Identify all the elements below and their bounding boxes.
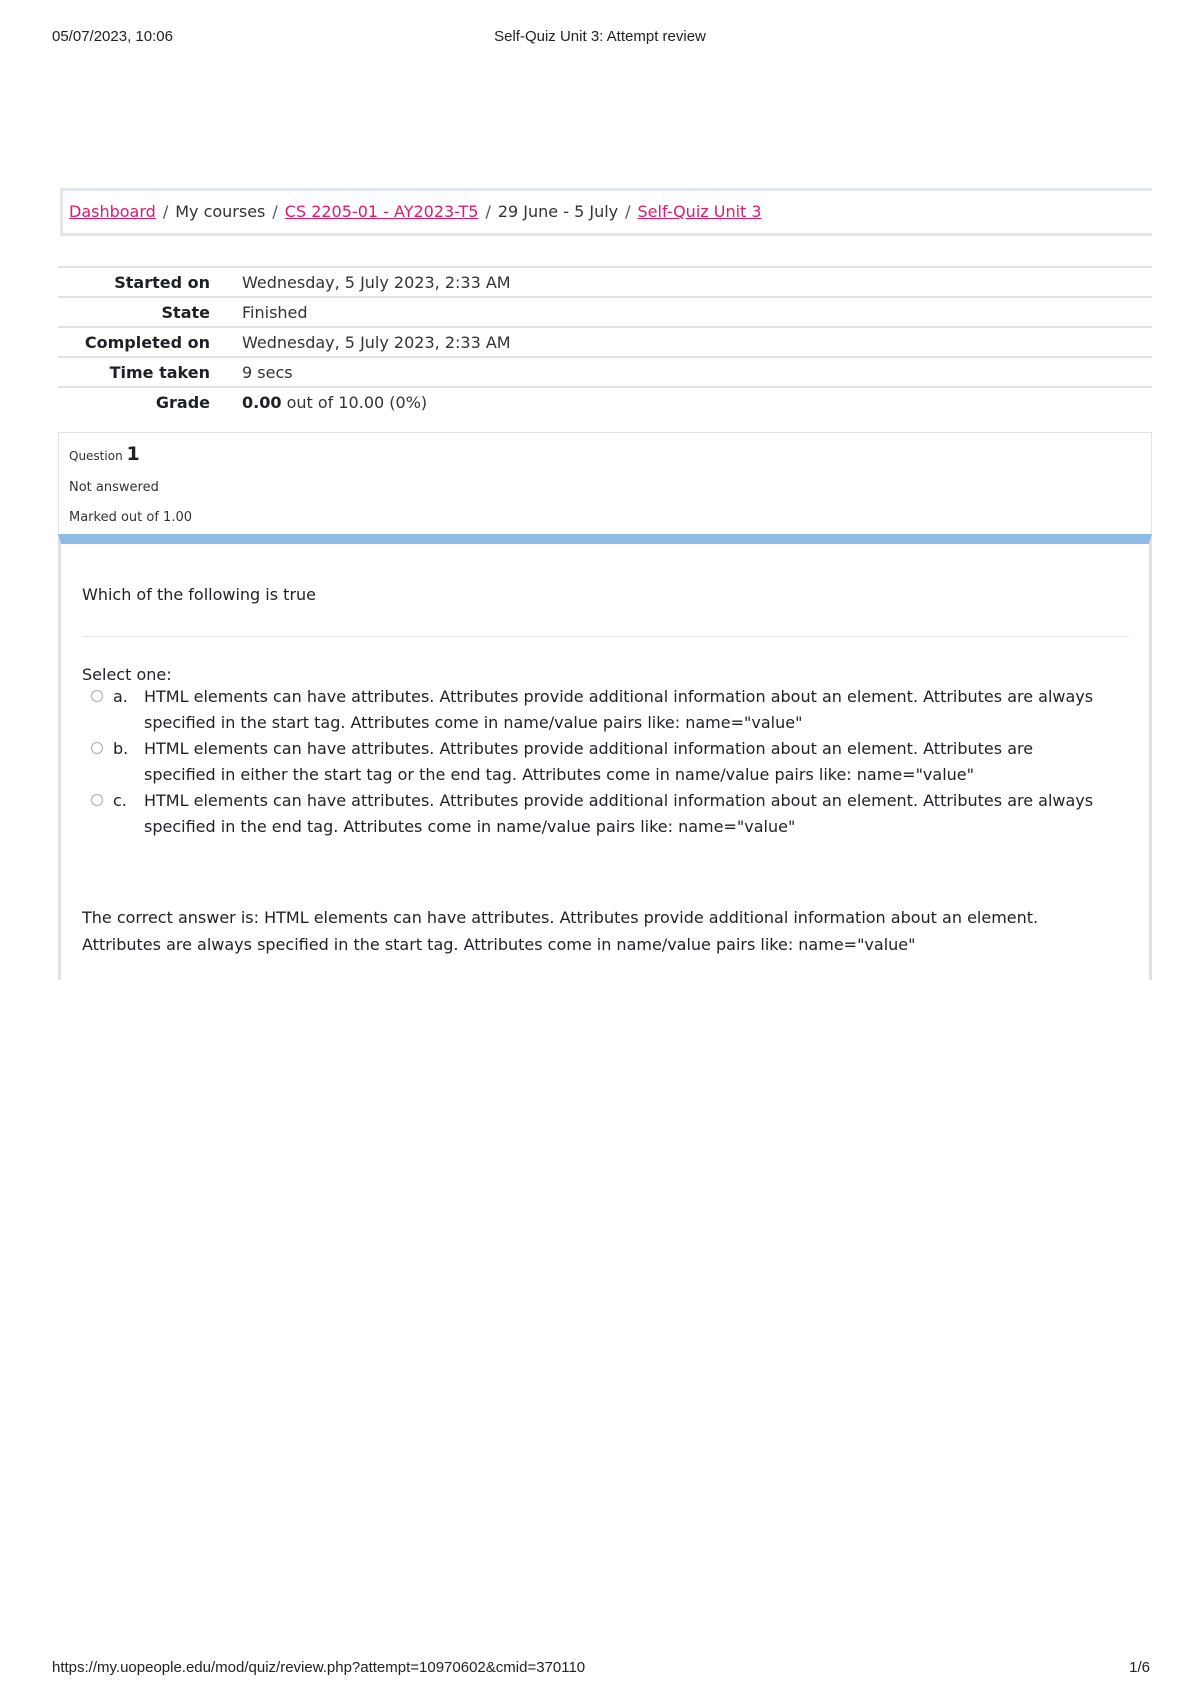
breadcrumb [60,188,1152,236]
option-letter: c. [113,791,127,810]
question-info-panel [58,432,1152,534]
option-text: HTML elements can have attributes. Attributes provide additional information about an element. Attributes are always specified in the end tag. Attributes come in name/value pairs like: name="value" [144,791,1094,836]
question-number [69,443,140,465]
breadcrumb-quiz-link[interactable]: Self-Quiz Unit 3 [637,202,762,221]
summary-row-time [58,358,1152,388]
completed-on-value: Wednesday, 5 July 2023, 2:33 AM [242,333,511,352]
grade-score: 0.00 [242,393,282,412]
summary-row-grade [58,388,1152,416]
summary-row-state [58,298,1152,328]
breadcrumb-separator: / [272,202,278,221]
option-text: HTML elements can have attributes. Attributes provide additional information about an element. Attributes are specified in either the start tag or the end tag. Attributes come in name/value pairs like: name="value" [144,739,1034,784]
question-content [58,534,1152,980]
radio-button[interactable] [91,794,103,806]
started-on-value: Wednesday, 5 July 2023, 2:33 AM [242,273,511,292]
option-letter: b. [113,739,129,758]
started-on-label: Started on [114,273,210,292]
summary-row-completed [58,328,1152,358]
question-label: Question [69,449,123,463]
question-mark: Marked out of 1.00 [69,510,193,525]
radio-button[interactable] [91,690,103,702]
grade-label: Grade [155,393,210,412]
state-value: Finished [242,303,308,322]
grade-value [242,393,427,412]
breadcrumb-dashboard-link[interactable]: Dashboard [69,202,156,221]
print-footer [52,1659,1150,1679]
state-label: State [161,303,210,322]
question-divider [82,636,1129,637]
completed-on-label: Completed on [84,333,210,352]
option-text: HTML elements can have attributes. Attributes provide additional information about an element. Attributes are always specified in the start tag. Attributes come in name/value pairs like: name="value" [144,687,1094,732]
question-state: Not answered [69,480,159,495]
time-taken-label: Time taken [109,363,210,382]
time-taken-value: 9 secs [242,363,293,382]
grade-out-of: out of 10.00 (0%) [286,393,428,412]
correct-answer-feedback: The correct answer is: HTML elements can have attributes. Attributes provide additional information about an element. Attributes are always specified in the start tag. Attributes come in name/value pairs like: name="value" [82,908,1039,954]
question-number-value: 1 [126,443,140,465]
breadcrumb-separator: / [625,202,631,221]
summary-row-started [58,268,1152,298]
question-text: Which of the following is true [82,585,316,604]
breadcrumb-week: 29 June - 5 July [497,202,619,221]
print-date: 05/07/2023, 10:06 [52,28,173,45]
breadcrumb-separator: / [485,202,491,221]
print-page-number: 1/6 [1129,1659,1150,1676]
print-url: https://my.uopeople.edu/mod/quiz/review.php?attempt=10970602&cmid=370110 [52,1659,586,1676]
select-one-prompt: Select one: [82,665,172,684]
option-letter: a. [113,687,128,706]
radio-button[interactable] [91,742,103,754]
print-page-title: Self-Quiz Unit 3: Attempt review [494,28,706,45]
breadcrumb-course-link[interactable]: CS 2205-01 - AY2023-T5 [284,202,479,221]
breadcrumb-separator: / [162,202,169,221]
attempt-summary-table [58,266,1152,416]
print-header [52,28,1148,48]
breadcrumb-my-courses: My courses [175,202,266,221]
